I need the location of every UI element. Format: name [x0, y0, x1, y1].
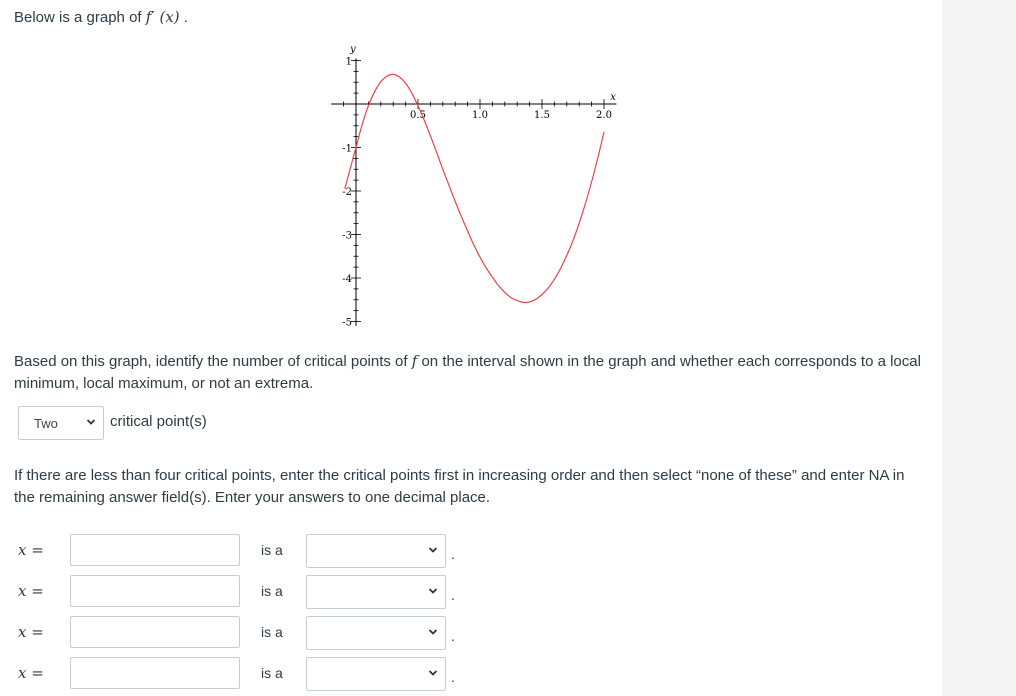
x-tick-label: 1.0: [472, 110, 488, 121]
chevron-down-icon: [428, 586, 438, 596]
count-row: [18, 406, 207, 440]
graph-labels: [342, 44, 616, 329]
y-tick-label: -2: [342, 187, 352, 198]
critical-count-value: Two: [34, 416, 58, 431]
is-a-label: is a: [261, 583, 283, 599]
y-axis-label: y: [350, 43, 356, 55]
chevron-down-icon: [428, 545, 438, 555]
extrema-type-select-4[interactable]: [306, 657, 446, 691]
critical-count-suffix: critical point(s): [110, 412, 207, 430]
y-tick-label: -5: [342, 317, 352, 329]
equals-sign: =: [31, 541, 44, 559]
x-label: [18, 582, 44, 600]
intro-prefix: Below is a graph of: [14, 9, 146, 26]
intro-text: [14, 8, 188, 26]
y-tick-label: 1: [345, 56, 352, 68]
x-variable: x: [18, 664, 27, 682]
extrema-type-select-1[interactable]: [306, 534, 446, 568]
x-label: [18, 623, 44, 641]
instructions-text: If there are less than four critical points, enter the critical points first in increasing order and then select “none of these” and enter NA in the remaining answer field(s). Enter your answers to one decimal place.: [14, 467, 905, 506]
chevron-down-icon: [428, 668, 438, 678]
derivative-graph: [300, 36, 620, 346]
period: .: [451, 546, 455, 562]
extrema-type-select-3[interactable]: [306, 616, 446, 650]
critical-point-input-2[interactable]: [70, 575, 240, 607]
is-a-label: is a: [261, 665, 283, 681]
equals-sign: =: [31, 623, 44, 641]
question-part1: Based on this graph, identify the number of critical points of: [14, 353, 412, 370]
y-tick-label: -1: [342, 143, 352, 155]
y-tick-label: -3: [342, 230, 352, 242]
equals-sign: =: [31, 582, 44, 600]
question-text: [14, 350, 929, 395]
is-a-label: is a: [261, 542, 283, 558]
x-tick-label: 1.5: [534, 110, 550, 121]
intro-function: f′ (x): [145, 8, 180, 26]
period: .: [451, 669, 455, 685]
question-part2: on the interval shown in the graph and whether each corresponds to a local minimum, local maximum, or not an extrema.: [14, 353, 921, 392]
period: .: [451, 628, 455, 644]
extrema-type-select-2[interactable]: [306, 575, 446, 609]
x-tick-label: 2.0: [596, 110, 612, 121]
x-label: [18, 541, 44, 559]
question-function: f: [411, 352, 418, 370]
critical-count-select[interactable]: [18, 406, 104, 440]
period: .: [451, 587, 455, 603]
is-a-label: is a: [261, 624, 283, 640]
intro-suffix: .: [179, 9, 188, 26]
critical-point-input-3[interactable]: [70, 616, 240, 648]
side-panel: [942, 0, 1016, 696]
chevron-down-icon: [428, 627, 438, 637]
critical-point-input-4[interactable]: [70, 657, 240, 689]
critical-point-input-1[interactable]: [70, 534, 240, 566]
graph-ticks: [344, 61, 604, 322]
x-variable: x: [18, 623, 27, 641]
x-variable: x: [18, 582, 27, 600]
x-variable: x: [18, 541, 27, 559]
derivative-curve: [345, 74, 604, 302]
y-tick-label: -4: [342, 274, 352, 285]
x-tick-label: 0.5: [410, 110, 426, 121]
chevron-down-icon: [86, 417, 96, 427]
x-axis-label: x: [610, 92, 616, 103]
equals-sign: =: [31, 664, 44, 682]
x-label: [18, 664, 44, 682]
